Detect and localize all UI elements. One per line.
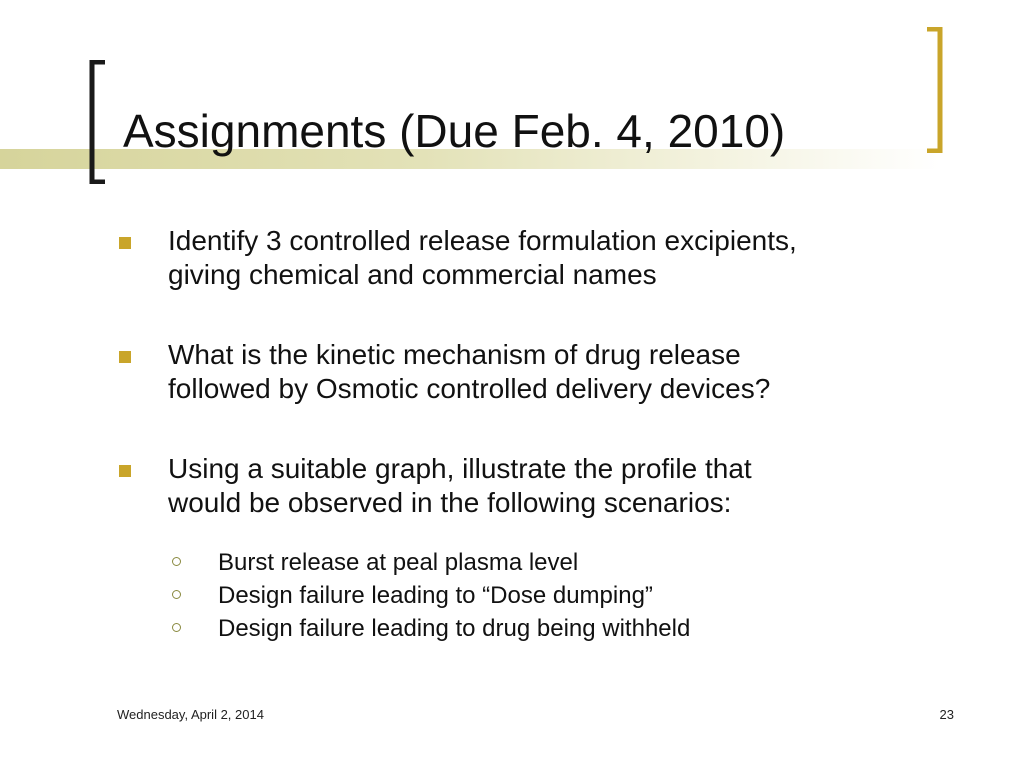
footer-date: Wednesday, April 2, 2014 [117,707,264,722]
square-bullet-icon [119,351,131,363]
bullet-1-line-2: giving chemical and commercial names [168,259,657,290]
bullet-2-line-2: followed by Osmotic controlled delivery devices? [168,373,771,404]
circle-bullet-icon [172,623,181,632]
slide-title: Assignments (Due Feb. 4, 2010) [123,105,786,157]
bullet-item-2 [118,338,968,406]
circle-bullet-icon [172,590,181,599]
square-bullet-icon [119,465,131,477]
left-bracket-icon [88,60,108,184]
sub-bullet-item-3 [168,612,968,645]
footer-page-number: 23 [939,707,954,722]
sub-bullet-3-text: Design failure leading to drug being withheld [218,615,691,642]
bullet-3-line-2: would be observed in the following scenarios: [168,487,732,518]
bullet-item-3 [118,452,968,645]
bullet-3-line-1: Using a suitable graph, illustrate the profile that [168,453,752,484]
bullet-1-line-1: Identify 3 controlled release formulation excipients, [168,225,797,256]
bullet-list [118,224,968,691]
sub-bullet-1-text: Burst release at peal plasma level [218,549,579,576]
sub-bullet-list [168,546,968,645]
square-bullet-icon [119,237,131,249]
sub-bullet-item-2 [168,579,968,612]
sub-bullet-item-1 [168,546,968,579]
bullet-2-line-1: What is the kinetic mechanism of drug release [168,339,741,370]
bullet-item-1 [118,224,968,292]
right-bracket-icon [924,27,944,153]
sub-bullet-2-text: Design failure leading to “Dose dumping” [218,582,653,609]
circle-bullet-icon [172,557,181,566]
